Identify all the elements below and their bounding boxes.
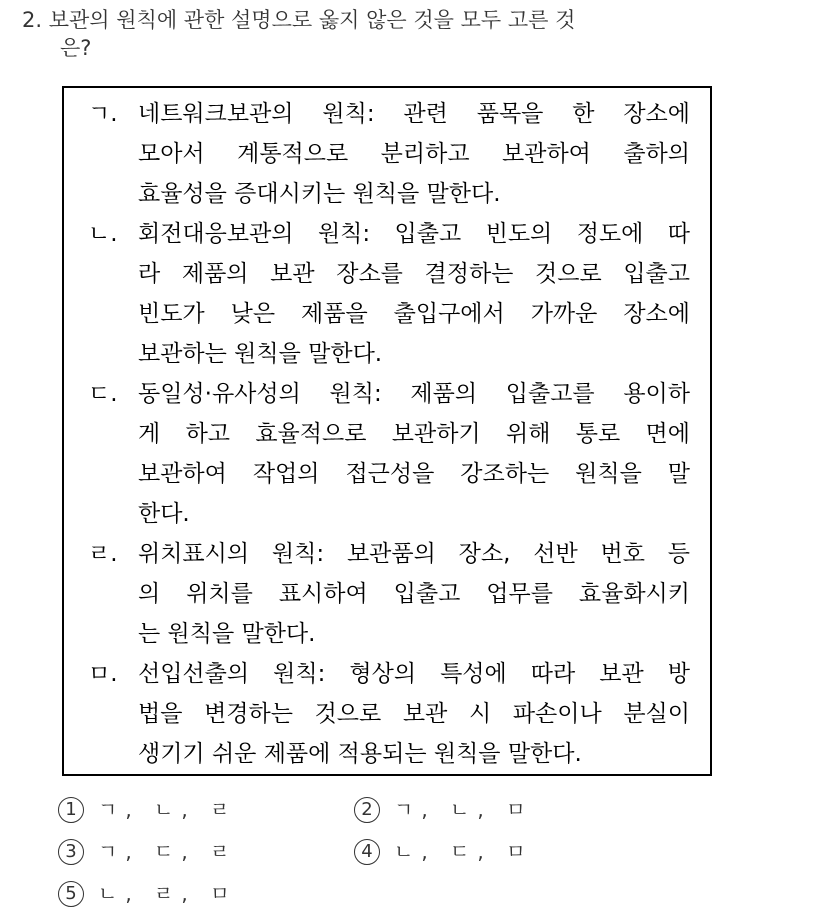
choice-3[interactable] (58, 832, 237, 868)
statement-line: 효율성을 증대시키는 원칙을 말한다. (138, 181, 501, 207)
statement-line: 한다. (138, 501, 190, 527)
statement-line: 생기기 쉬운 제품에 적용되는 원칙을 말한다. (138, 741, 582, 767)
statement-mark: ㄷ. (88, 381, 118, 407)
statement-line: 모아서 계통적으로 분리하고 보관하여 출하의 (138, 141, 690, 167)
statement-mark: ㄱ. (88, 101, 118, 127)
choice-text: ㄱ, ㄷ, ㄹ (98, 839, 238, 864)
question-line-2: 은? (60, 36, 92, 60)
statement-line: 동일성·유사성의 원칙: 제품의 입출고를 용이하 (138, 381, 690, 407)
choice-number-circle: 5 (58, 881, 84, 907)
statement-line: 선입선출의 원칙: 형상의 특성에 따라 보관 방 (138, 661, 690, 687)
choice-4[interactable] (354, 832, 533, 868)
statement-line: 게 하고 효율적으로 보관하기 위해 통로 면에 (138, 421, 690, 447)
statement-mark: ㄹ. (88, 541, 118, 567)
statement-mieum (88, 654, 688, 774)
statement-line: 빈도가 낮은 제품을 출입구에서 가까운 장소에 (138, 301, 690, 327)
statement-giyeok (88, 94, 688, 214)
choice-2[interactable] (354, 790, 533, 826)
choice-1[interactable] (58, 790, 237, 826)
statement-digeut (88, 374, 688, 534)
statement-mark: ㅁ. (88, 661, 118, 687)
statement-line: 보관하는 원칙을 말한다. (138, 341, 383, 367)
choice-text: ㄴ, ㄷ, ㅁ (394, 839, 534, 864)
statement-nieun (88, 214, 688, 374)
statement-line: 라 제품의 보관 장소를 결정하는 것으로 입출고 (138, 261, 690, 287)
choice-text: ㄱ, ㄴ, ㄹ (98, 797, 238, 822)
choice-number-circle: 3 (58, 839, 84, 865)
statement-line: 네트워크보관의 원칙: 관련 품목을 한 장소에 (138, 101, 690, 127)
statements-box (62, 86, 712, 776)
choice-number-circle: 1 (58, 797, 84, 823)
statement-line: 보관하여 작업의 접근성을 강조하는 원칙을 말 (138, 461, 690, 487)
choice-5[interactable] (58, 874, 237, 910)
choice-text: ㄴ, ㄹ, ㅁ (98, 881, 238, 906)
statement-line: 위치표시의 원칙: 보관품의 장소, 선반 번호 등 (138, 541, 690, 567)
statement-line: 회전대응보관의 원칙: 입출고 빈도의 정도에 따 (138, 221, 690, 247)
question-line-1: 2. 보관의 원칙에 관한 설명으로 옳지 않은 것을 모두 고른 것 (22, 8, 576, 32)
choice-text: ㄱ, ㄴ, ㅁ (394, 797, 534, 822)
statement-line: 의 위치를 표시하여 입출고 업무를 효율화시키 (138, 581, 690, 607)
statement-line: 법을 변경하는 것으로 보관 시 파손이나 분실이 (138, 701, 690, 727)
choice-number-circle: 4 (354, 839, 380, 865)
choice-number-circle: 2 (354, 797, 380, 823)
statement-rieul (88, 534, 688, 654)
statement-mark: ㄴ. (88, 221, 118, 247)
statement-line: 는 원칙을 말한다. (138, 621, 316, 647)
question-stem (22, 6, 782, 62)
